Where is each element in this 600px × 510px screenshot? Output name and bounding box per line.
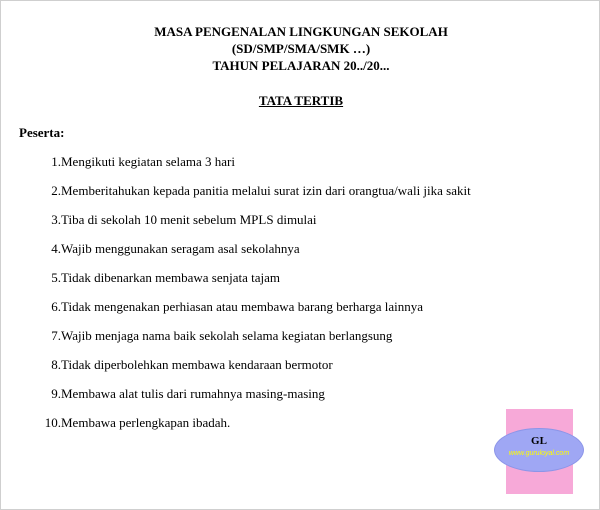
- header-academic-year: TAHUN PELAJARAN 20../20...: [212, 58, 390, 73]
- document-subtitle: [1, 93, 600, 109]
- rule-number: 5.: [51, 270, 61, 285]
- rule-text: Membawa alat tulis dari rumahnya masing-masing: [61, 386, 325, 401]
- watermark-logo: [494, 428, 584, 472]
- rule-number: 6.: [51, 299, 61, 314]
- rule-number: 2.: [51, 183, 61, 198]
- list-item: [37, 241, 471, 270]
- list-item: [37, 183, 471, 212]
- rule-text: Mengikuti kegiatan selama 3 hari: [61, 154, 236, 169]
- rule-text: Wajib menggunakan seragam asal sekolahnya: [61, 241, 300, 256]
- rule-text: Wajib menjaga nama baik sekolah selama kegiatan berlangsung: [61, 328, 393, 343]
- rule-number: 10.: [44, 415, 61, 430]
- rule-text: Memberitahukan kepada panitia melalui surat izin dari orangtua/wali jika sakit: [61, 183, 471, 198]
- list-item: [37, 328, 471, 357]
- rule-text: Tidak mengenakan perhiasan atau membawa barang berharga lainnya: [61, 299, 424, 314]
- rule-text: Tidak diperbolehkan membawa kendaraan bermotor: [61, 357, 333, 372]
- rule-text: Tiba di sekolah 10 menit sebelum MPLS dimulai: [61, 212, 317, 227]
- list-item: [37, 154, 471, 183]
- rule-text: Membawa perlengkapan ibadah.: [61, 415, 231, 430]
- list-item: [37, 299, 471, 328]
- subtitle-text: TATA TERTIB: [258, 93, 344, 108]
- rule-number: 8.: [51, 357, 61, 372]
- rule-number: 3.: [51, 212, 61, 227]
- rule-number: 7.: [51, 328, 61, 343]
- rules-list: [37, 154, 471, 444]
- rule-number: 4.: [51, 241, 61, 256]
- section-label: Peserta:: [19, 125, 65, 140]
- rule-number: 1.: [51, 154, 61, 169]
- watermark-url: www.guruloyal.com: [508, 450, 570, 457]
- list-item: [37, 415, 471, 444]
- header-school-levels: (SD/SMP/SMA/SMK …): [231, 41, 371, 56]
- list-item: [37, 212, 471, 241]
- list-item: [37, 270, 471, 299]
- list-item: [37, 386, 471, 415]
- watermark-logo-text: GL: [531, 435, 547, 447]
- rule-number: 9.: [51, 386, 61, 401]
- rule-text: Tidak dibenarkan membawa senjata tajam: [61, 270, 281, 285]
- list-item: [37, 357, 471, 386]
- header-title: MASA PENGENALAN LINGKUNGAN SEKOLAH: [154, 24, 448, 39]
